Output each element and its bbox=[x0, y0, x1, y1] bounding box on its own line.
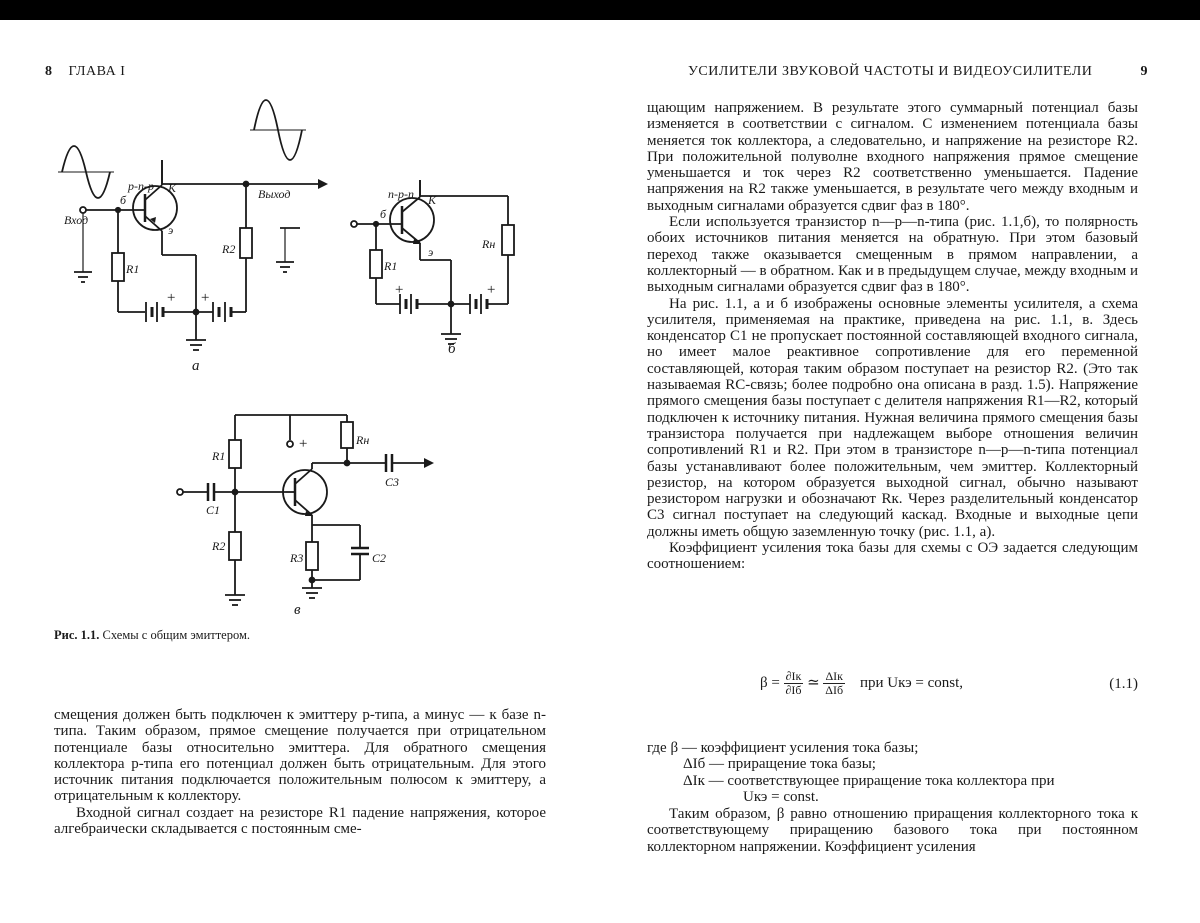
definition-delta-ik: ΔIк — соответствующее приращение тока коллектора при bbox=[683, 772, 1055, 789]
right-text-top bbox=[647, 100, 1138, 573]
resistor-c-rn-icon bbox=[341, 422, 353, 448]
resistor-rn-icon bbox=[502, 225, 514, 255]
label-b-b: б bbox=[380, 207, 387, 221]
label-a-plus1: + bbox=[166, 290, 177, 306]
label-b-r1: R1 bbox=[384, 259, 398, 273]
right-text-bottom bbox=[647, 806, 1138, 855]
sublabel-c: в bbox=[294, 602, 301, 618]
label-a-output: Выход bbox=[258, 187, 291, 201]
right-paragraph-1: щающим напряжением. В результате этого суммарный потенциал базы изменяется в соответствии с сигналом. С изменением потенциала базы меняется ток коллектора, а следовательно, и напряжение на резисторе R2. При положительной полуволне входного напряжения прямое смещение уменьшается и ток через R2 соответственно уменьшается. Падение напряжения на R2 также уменьшается, в результате чего между входным и выходным сигналами образуется сдвиг фаз в 180°. bbox=[647, 100, 1138, 214]
right-paragraph-2: Если используется транзистор n—p—n-типа (рис. 1.1,б), то полярность обоих источников питания меняется на обратную. При этом базовый переход также оказывается смещенным в прямом направлении, а коллекторный — в обратном. Как и в предыдущем случае, между входным и выходным сигналами образуется сдвиг фаз в 180°. bbox=[647, 214, 1138, 296]
label-b-e: э bbox=[428, 245, 434, 259]
formula-condition: при Uкэ = const, bbox=[859, 674, 964, 691]
sublabel-b: б bbox=[448, 341, 456, 357]
label-c-c1: C1 bbox=[206, 503, 221, 517]
right-paragraph-5: Таким образом, β равно отношению приращения коллекторного тока к соответствующему приращению базового тока при постоянном коллекторном напряжении. Коэффициент усиления bbox=[647, 806, 1138, 855]
formula-1-1 bbox=[760, 670, 1138, 697]
label-b-plus2: + bbox=[486, 282, 497, 298]
definitions bbox=[647, 740, 1055, 805]
right-chapter-title: УСИЛИТЕЛИ ЗВУКОВОЙ ЧАСТОТЫ И ВИДЕОУСИЛИТЕЛИ bbox=[688, 64, 1093, 79]
label-c-plus: + bbox=[298, 436, 309, 452]
label-a-k: К bbox=[168, 181, 176, 195]
left-text bbox=[54, 707, 546, 837]
formula-number: (1.1) bbox=[1109, 676, 1138, 692]
label-a-plus2: + bbox=[200, 290, 211, 306]
label-c-r3: R3 bbox=[290, 551, 304, 565]
label-a-r1: R1 bbox=[126, 262, 140, 276]
label-a-type: p-n-p bbox=[128, 179, 154, 193]
resistor-c-r1-icon bbox=[229, 440, 241, 468]
label-b-type: n-p-n bbox=[388, 187, 414, 201]
figure-1-1 bbox=[0, 20, 600, 630]
label-b-plus1: + bbox=[394, 282, 405, 298]
label-c-r2: R2 bbox=[212, 539, 226, 553]
label-a-input: Вход bbox=[64, 213, 89, 227]
right-page-number: 9 bbox=[1140, 64, 1148, 79]
label-c-c2: C2 bbox=[372, 551, 387, 565]
definition-beta: где β — коэффициент усиления тока базы; bbox=[647, 740, 919, 756]
circuit-a bbox=[58, 100, 328, 350]
label-c-c3: C3 bbox=[385, 475, 400, 489]
scan-top-border bbox=[0, 0, 1200, 20]
caption-label: Рис. 1.1. bbox=[54, 628, 100, 642]
left-paragraph-2: Входной сигнал создает на резисторе R1 падение напряжения, которое алгебраически складывается с постоянным сме- bbox=[54, 804, 546, 838]
left-paragraph-1: смещения должен быть подключен к эмиттеру p-типа, а минус — к базе n-типа. Таким образом, прямое смещение получается при отрицательном потенциале базы относительно эмиттера. Для обратного смещения коллектора p-типа его потенциал должен быть отрицательным. Для этого источник питания подключается положительным полюсом к эмиттеру, а отрицательным к коллектору. bbox=[54, 707, 546, 805]
definition-delta-ib: ΔIб — приращение тока базы; bbox=[683, 756, 876, 773]
caption-text: Схемы с общим эмиттером. bbox=[99, 628, 251, 642]
resistor-r2-icon bbox=[240, 228, 252, 258]
right-paragraph-4: Коэффициент усиления тока базы для схемы с ОЭ задается следующим соотношением: bbox=[647, 540, 1138, 573]
label-b-k: К bbox=[428, 193, 436, 207]
left-page bbox=[0, 20, 600, 923]
right-running-head bbox=[688, 64, 1148, 80]
sublabel-a: а bbox=[192, 358, 200, 374]
resistor-c-r2-icon bbox=[229, 532, 241, 560]
label-c-rn: Rн bbox=[356, 433, 370, 447]
label-a-b: б bbox=[120, 193, 127, 207]
formula-frac-partial: $\frac{\partial Iк}{\partial Iб}$ bbox=[785, 669, 802, 697]
figure-caption bbox=[54, 628, 250, 643]
label-c-r1: R1 bbox=[212, 449, 226, 463]
resistor-r3-icon bbox=[306, 542, 318, 570]
label-a-e: э bbox=[168, 223, 174, 237]
resistor-b-r1-icon bbox=[370, 250, 382, 278]
right-page bbox=[600, 20, 1200, 923]
resistor-r1-icon bbox=[112, 253, 124, 281]
formula-approx: ≃ bbox=[807, 674, 820, 691]
left-chapter-title: ГЛАВА I bbox=[68, 64, 126, 79]
right-paragraph-3: На рис. 1.1, а и б изображены основные элементы усилителя, а схема усилителя, применяемая на практике, приведена на рис. 1.1, в. Здесь конденсатор C1 не пропускает постоянной составляющей входного сигнала, но имеет малое реактивное сопротивление для его переменной составляющей, которая таким образом поступает на резистор R2. (Это так называемая RC-связь; более подробно она описана в разд. 1.5). Напряжение прямого смещения базы поступает с делителя напряжения R1—R2, который подключен к источнику питания. Нужная величина прямого смещения базы транзистора получается при надлежащем выборе отношения величин сопротивлений R1 и R2. При этом в транзисторе n—p—n-типа потенциал базы устанавливают более положительным, чем эмиттер. Коллекторный резистор, на котором образуется выходной сигнал, обычно называют резистором нагрузки и обозначают Rк. Через разделительный конденсатор C3 сигнал поступает на следующий каскад. Входные и выходные цепи должны иметь общую заземленную точку (рис. 1.1, а). bbox=[647, 295, 1138, 540]
label-a-r2: R2 bbox=[222, 242, 236, 256]
formula-lhs: β = bbox=[760, 674, 780, 691]
formula-frac-delta: $\frac{\text{ΔIк}}{\text{ΔIб}}$ bbox=[825, 669, 844, 697]
left-page-number: 8 bbox=[45, 64, 53, 79]
definition-uke: Uкэ = const. bbox=[743, 788, 819, 805]
label-b-rn: Rн bbox=[482, 237, 496, 251]
